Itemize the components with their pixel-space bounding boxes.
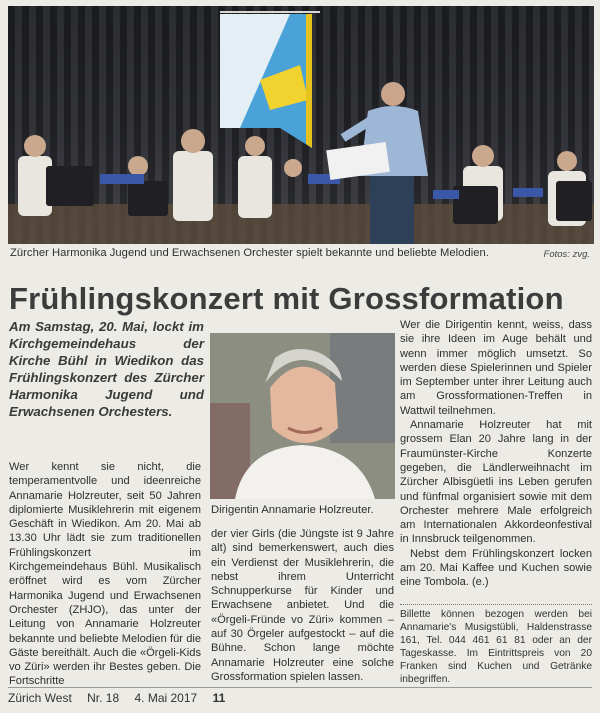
ticket-info-box: Billette können bezogen werden bei Annamarie's Musigstübli, Haldenstrasse 161, Tel. 044 461 61 81 oder an der Tageskasse. Im Eintrittspreis von 20 Franken sind Kuchen und Getränke inbegriffen. <box>400 604 592 687</box>
photo-credit: Fotos: zvg. <box>543 249 590 260</box>
article-headline: Frühlingskonzert mit Grossformation <box>9 281 564 316</box>
body-paragraph: Annamarie Holzreuter hat mit grossem Elan 20 Jahre lang in der Fraumünster-Kirche Konzerte gegeben, die Ländlerweihnacht im Zürcher Albisgüetli ins Leben gerufen und fünfmal organisiert sowie mit dem Orchester mehrere Male erfolgreich am Internationalen Akkordeonfestival in Innsbruck teilgenommen. <box>400 419 592 546</box>
musicians-group <box>8 6 594 244</box>
portrait-figure <box>210 333 395 499</box>
body-paragraph: Wer die Dirigentin kennt, weiss, dass sie ihre Ideen im Auge behält und wenn immer möglich umsetzt. So werden diese Spielerinnen und Spieler im September unter ihrer Leitung auch am Grossformationen-Treffen in Wattwil teilnehmen. <box>400 319 592 417</box>
footer-page-number: 11 <box>212 691 226 705</box>
article-lead: Am Samstag, 20. Mai, lockt im Kirchgemeindehaus der Kirche Bühl in Wiedikon das Frühlingskonzert des Zürcher Harmonika Jugend und Erwachsenen Orchesters. <box>9 319 204 419</box>
footer-issue: Nr. 18 <box>87 691 120 705</box>
footer-rule <box>8 687 592 688</box>
orchestra-photo <box>8 6 594 244</box>
photo-caption: Zürcher Harmonika Jugend und Erwachsenen Orchester spielt bekannte und beliebte Melodien. <box>10 247 489 259</box>
footer-paper-name: Zürich West <box>8 691 72 705</box>
body-column-left <box>9 460 201 689</box>
conductor-portrait <box>210 333 395 499</box>
body-paragraph: Wer kennt sie nicht, die temperamentvolle und ideenreiche Annamarie Holzreuter, seit 50 Jahren diplomierte Musiklehrerin mit eigenem Geschäft in Wiedikon. Am 20. Mai ab 13.30 Uhr lädt sie zum traditionellen Frühlingskonzert im Kirchgemeindehaus Bühl. Musikalisch eröffnet wird es vom Zürcher Harmonika Jugend und Erwachsenen Orchester (ZHJO), das unter der Leitung von Annamarie Holzreuter bekannte und beliebte Melodien für die Gäste bereithält. Auch die «Örgeli-Kids vo Züri» werden ihr Bestes geben. Die Fortschritte <box>9 461 201 688</box>
body-paragraph: der vier Girls (die Jüngste ist 9 Jahre alt) sind bemerkenswert, auch dies ein Verdienst der Musiklehrerin, die nebst ihrem Unterricht Schnupperkurse für Kinder und Erwachsene anbietet. Und die «Örgeli-Fründe vo Züri» kommen – auf 30 Örgeler aufgestockt – auf die Bühne. Schon lange möchte Annamarie Holzreuter eine solche Grossformation spielen lassen. <box>211 528 394 683</box>
body-paragraph: Nebst dem Frühlingskonzert locken am 20. Mai Kaffee und Kuchen sowie eine Tombola. (e.) <box>400 547 592 589</box>
body-column-right <box>400 318 592 590</box>
body-column-middle <box>211 527 394 684</box>
page-footer <box>8 691 237 705</box>
portrait-caption: Dirigentin Annamarie Holzreuter. <box>211 504 374 516</box>
footer-date: 4. Mai 2017 <box>134 691 198 705</box>
